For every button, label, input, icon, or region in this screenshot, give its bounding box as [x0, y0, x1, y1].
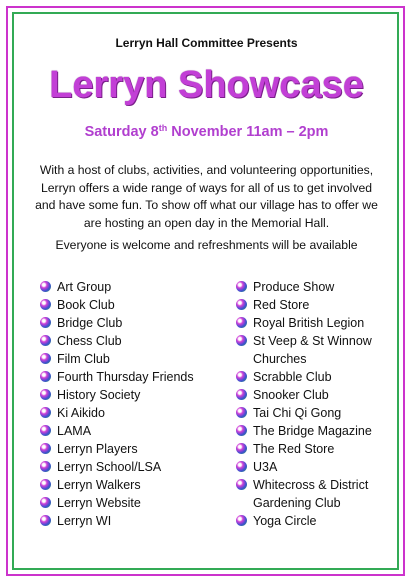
list-item-label: Art Group: [57, 280, 112, 294]
list-item-label: Tai Chi Qi Gong: [253, 406, 342, 420]
bullet-icon: [40, 515, 51, 526]
list-item-label: LAMA: [57, 424, 92, 438]
list-item: [236, 278, 396, 296]
list-item-label: Bridge Club: [57, 316, 123, 330]
list-item-label: Royal British Legion: [253, 316, 365, 330]
bullet-icon: [40, 389, 51, 400]
date-suffix: th: [158, 123, 168, 133]
list-item: [236, 404, 396, 422]
list-item-label: Scrabble Club: [253, 370, 332, 384]
bullet-icon: [236, 299, 247, 310]
list-item-label: Lerryn WI: [57, 514, 112, 528]
bullet-icon: [236, 371, 247, 382]
bullet-icon: [236, 407, 247, 418]
list-item: [40, 368, 230, 386]
list-item: [236, 476, 396, 512]
list-item: [236, 422, 396, 440]
list-item: [40, 278, 230, 296]
bullet-icon: [40, 317, 51, 328]
bullet-icon: [40, 371, 51, 382]
list-item: [40, 314, 230, 332]
list-item: [40, 512, 230, 530]
list-item-label: The Red Store: [253, 442, 335, 456]
list-item: [40, 476, 230, 494]
list-item-label: St Veep & St Winnow Churches: [253, 334, 372, 366]
welcome-line: Everyone is welcome and refreshments will be available: [55, 238, 358, 252]
event-date: [0, 124, 413, 140]
list-item-label: U3A: [253, 460, 278, 474]
bullet-icon: [236, 281, 247, 292]
page-title: Lerryn Showcase: [49, 64, 364, 106]
bullet-icon: [236, 515, 247, 526]
list-item: [236, 296, 396, 314]
list-item: [40, 332, 230, 350]
date-rest: November 11am – 2pm: [167, 124, 329, 140]
list-item-label: Lerryn School/LSA: [57, 460, 162, 474]
list-item-label: History Society: [57, 388, 141, 402]
list-item-label: Produce Show: [253, 280, 335, 294]
clubs-list-left: [40, 278, 230, 530]
bullet-icon: [236, 443, 247, 454]
date-prefix: Saturday 8: [84, 124, 159, 140]
bullet-icon: [40, 443, 51, 454]
bullet-icon: [40, 497, 51, 508]
bullet-icon: [40, 335, 51, 346]
list-item-label: Lerryn Walkers: [57, 478, 141, 492]
list-item: [236, 368, 396, 386]
list-item: [236, 386, 396, 404]
list-item: [40, 440, 230, 458]
bullet-icon: [236, 317, 247, 328]
list-item: [40, 458, 230, 476]
list-item-label: Book Club: [57, 298, 115, 312]
list-item-label: Whitecross & District Gardening Club: [253, 478, 369, 510]
bullet-icon: [236, 335, 247, 346]
list-item-label: Film Club: [57, 352, 110, 366]
bullet-icon: [236, 461, 247, 472]
list-item: [40, 296, 230, 314]
list-item: [236, 458, 396, 476]
list-item-label: The Bridge Magazine: [253, 424, 372, 438]
list-item: [40, 404, 230, 422]
list-item: [40, 386, 230, 404]
intro-paragraph: With a host of clubs, activities, and volunteering opportunities, Lerryn offers a wide range of ways for all of us to get involved and have some fun. To show off what our village has to offer we are hosting an open day in the Memorial Hall.: [35, 163, 378, 230]
list-item-label: Lerryn Players: [57, 442, 138, 456]
list-item-label: Lerryn Website: [57, 496, 141, 510]
list-item: [236, 332, 396, 368]
bullet-icon: [40, 299, 51, 310]
list-item-label: Chess Club: [57, 334, 122, 348]
list-item: [40, 350, 230, 368]
bullet-icon: [40, 353, 51, 364]
list-item-label: Yoga Circle: [253, 514, 317, 528]
list-item: [236, 440, 396, 458]
list-item-label: Snooker Club: [253, 388, 329, 402]
bullet-icon: [40, 281, 51, 292]
presents-heading: Lerryn Hall Committee Presents: [115, 36, 298, 50]
list-item: [40, 422, 230, 440]
list-item-label: Red Store: [253, 298, 310, 312]
bullet-icon: [40, 425, 51, 436]
bullet-icon: [40, 479, 51, 490]
list-item: [40, 494, 230, 512]
bullet-icon: [40, 407, 51, 418]
bullet-icon: [236, 479, 247, 490]
list-item-label: Ki Aikido: [57, 406, 105, 420]
clubs-list-right: [236, 278, 396, 530]
list-item-label: Fourth Thursday Friends: [57, 370, 194, 384]
bullet-icon: [40, 461, 51, 472]
list-item: [236, 512, 396, 530]
list-item: [236, 314, 396, 332]
bullet-icon: [236, 389, 247, 400]
bullet-icon: [236, 425, 247, 436]
